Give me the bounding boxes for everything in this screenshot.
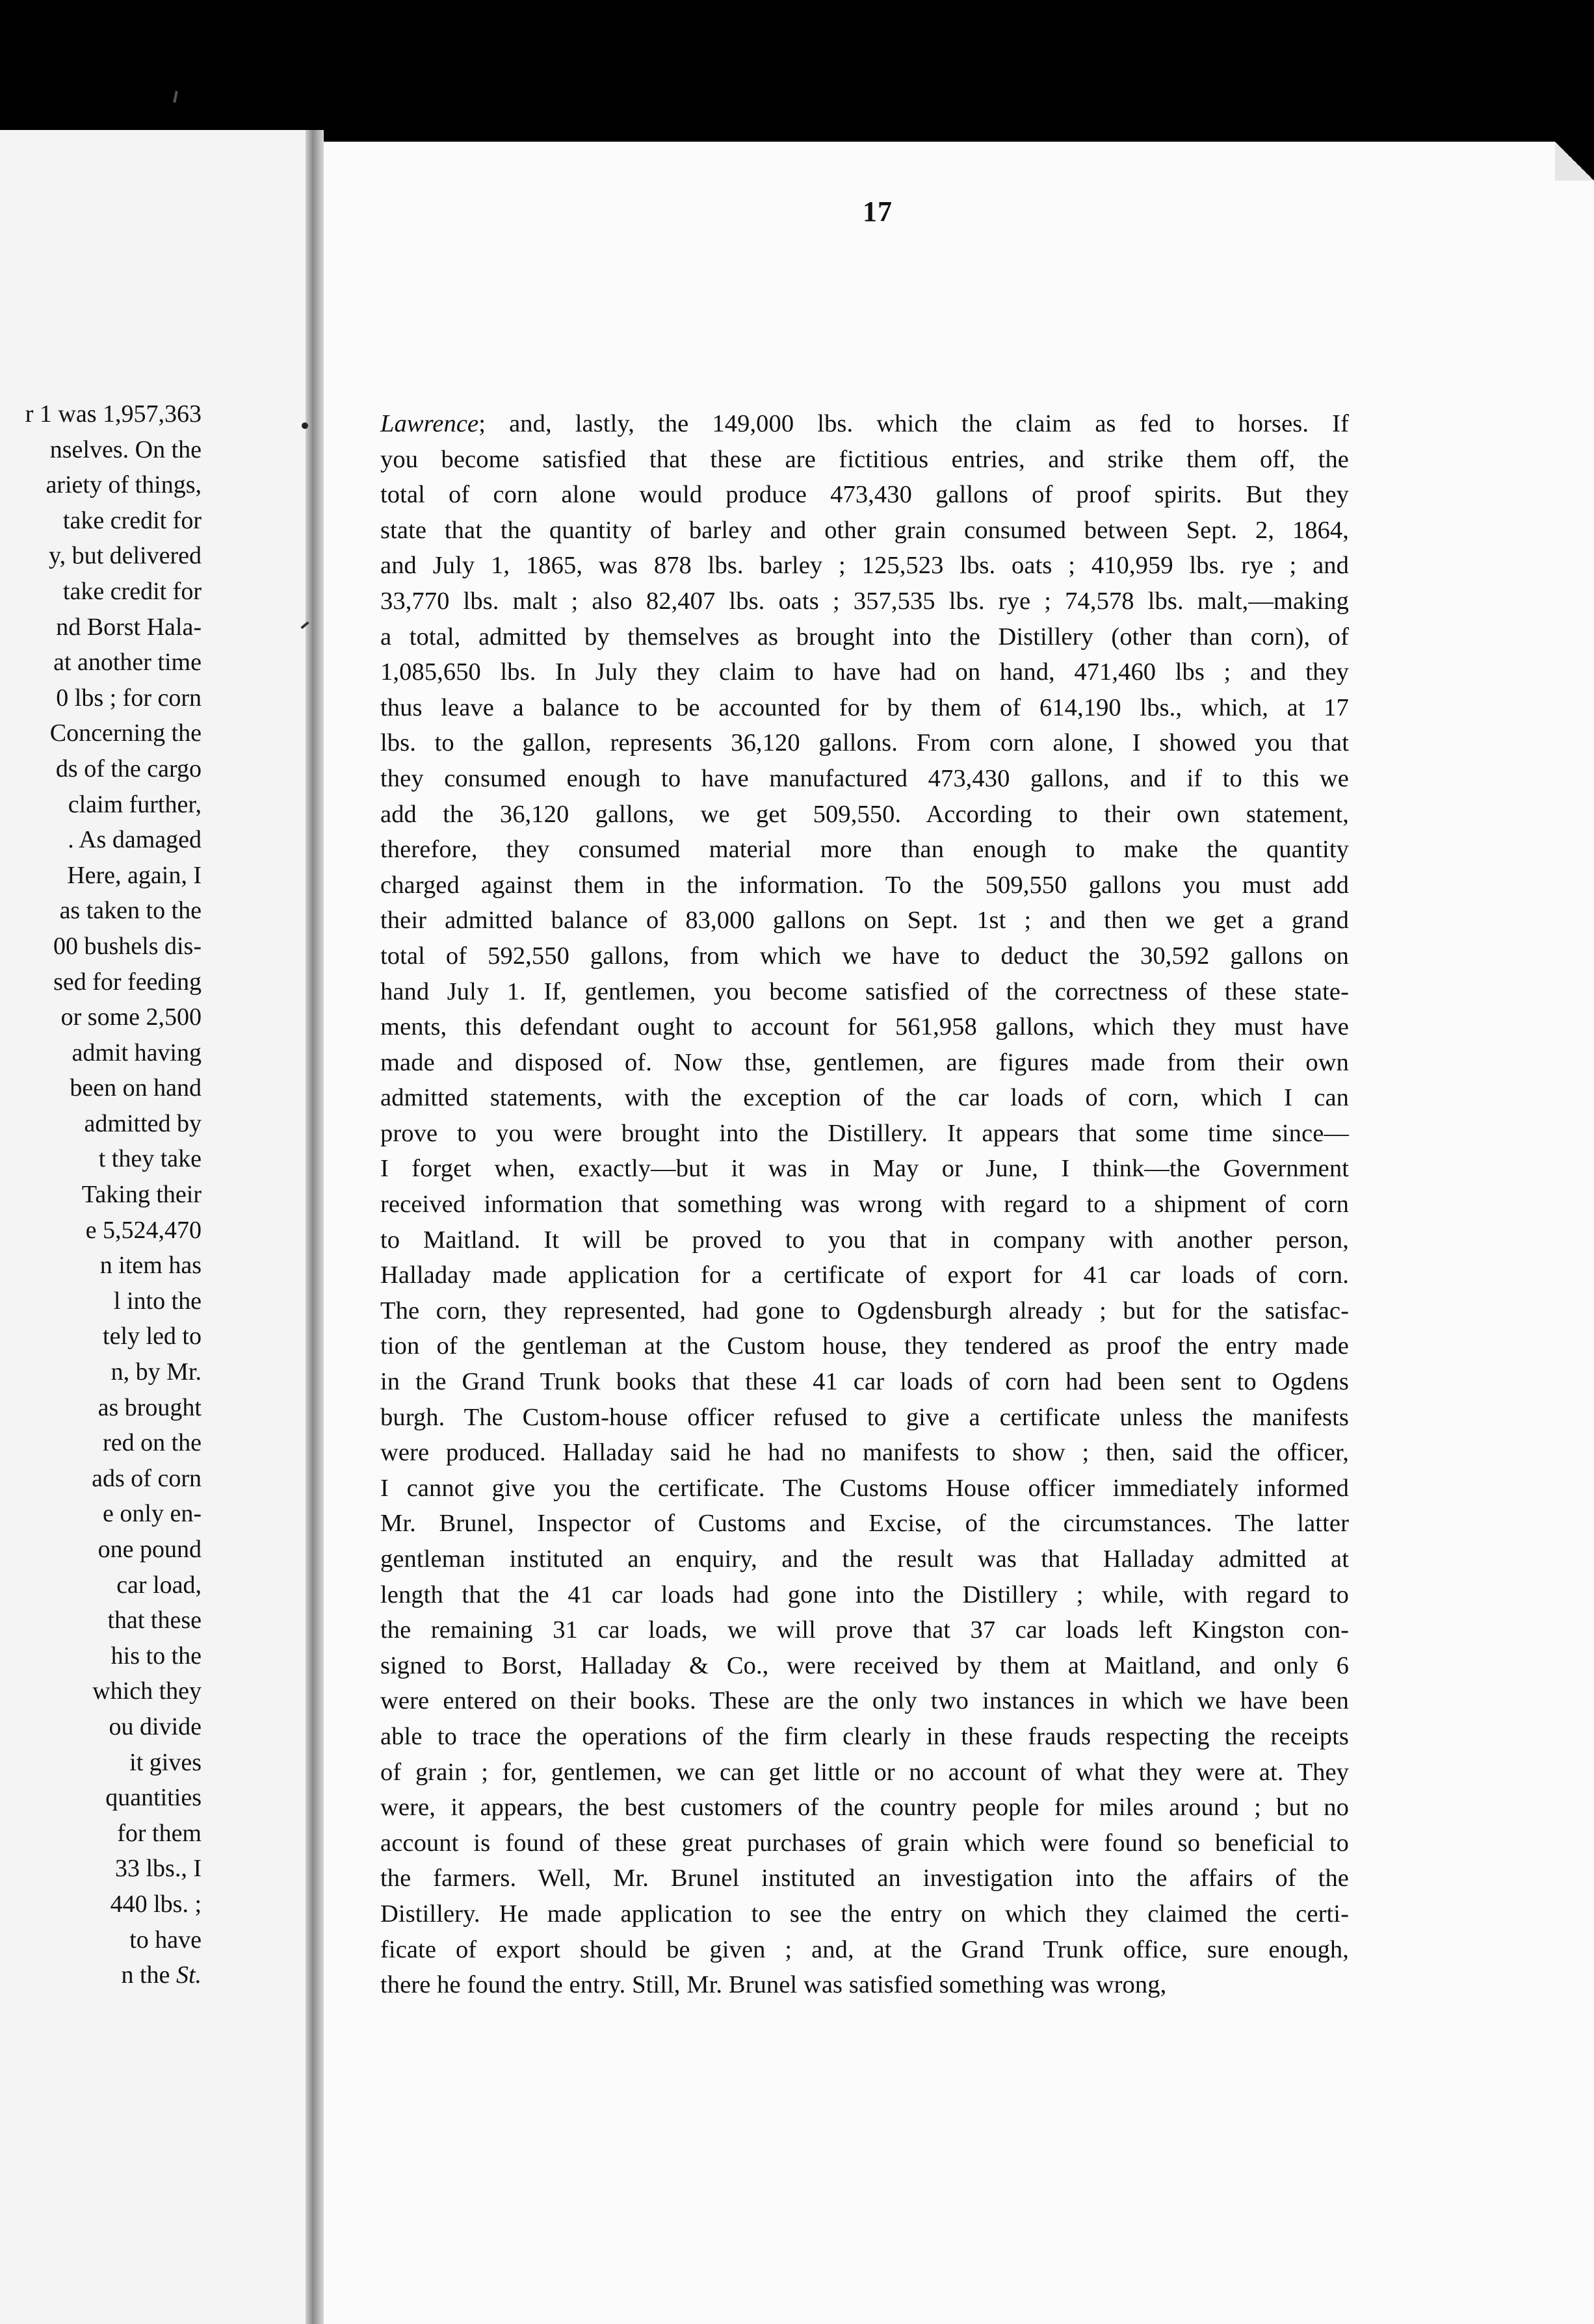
left-page-line: r 1 was 1,957,363: [25, 400, 202, 428]
body-line: prove to you were brought into the Distillery. It appears that some time since—: [380, 1119, 1349, 1147]
body-line: Halladay made application for a certificate of export for 41 car loads of corn.: [380, 1261, 1349, 1289]
left-page-line: tely led to: [103, 1323, 202, 1350]
body-line: made and disposed of. Now thse, gentlemen, are figures made from their own: [380, 1048, 1349, 1076]
left-page-line: been on hand: [70, 1074, 202, 1102]
body-line: I forget when, exactly—but it was in May or June, I think—the Government: [380, 1155, 1349, 1183]
left-page-line: nd Borst Hala-: [56, 613, 202, 641]
left-page-line: Here, again, I: [67, 861, 202, 889]
body-line: total of 592,550 gallons, from which we have to deduct the 30,592 gallons on: [380, 942, 1349, 970]
left-page-line: admit having: [72, 1039, 202, 1066]
body-line: burgh. The Custom-house officer refused to give a certificate unless the manifests: [380, 1403, 1349, 1431]
body-line: were produced. Halladay said he had no manifests to show ; then, said the officer,: [380, 1439, 1349, 1467]
margin-bullet-mark: [302, 422, 308, 429]
left-page-line: ou divide: [109, 1712, 202, 1740]
body-line: a total, admitted by themselves as brought into the Distillery (other than corn), of: [380, 623, 1349, 651]
body-line: [380, 406, 1349, 442]
body-line: 1,085,650 lbs. In July they claim to have had on hand, 471,460 lbs ; and they: [380, 658, 1349, 686]
left-page-line: y, but delivered: [49, 542, 202, 570]
body-line: I cannot give you the certificate. The Customs House officer immediately informed: [380, 1474, 1349, 1502]
italic-word: Lawrence: [380, 410, 479, 437]
page-corner: [1555, 142, 1594, 181]
left-page-fragment: [0, 130, 306, 2324]
left-page-line: t they take: [98, 1145, 202, 1173]
left-page-line: for them: [117, 1819, 202, 1847]
left-page-line: n the St.: [121, 1961, 202, 1989]
left-page-line: Concerning the: [49, 719, 202, 747]
left-page-line: l into the: [113, 1287, 202, 1315]
left-page-line: e only en-: [103, 1500, 202, 1528]
left-page-line: ariety of things,: [46, 471, 202, 499]
left-page-line: to have: [129, 1926, 202, 1954]
left-page-line: sed for feeding: [53, 968, 202, 996]
body-line: signed to Borst, Halladay & Co., were received by them at Maitland, and only 6: [380, 1651, 1349, 1679]
body-line: ments, this defendant ought to account for 561,958 gallons, which they must have: [380, 1013, 1349, 1041]
left-page-line: ads of corn: [92, 1464, 202, 1492]
left-page-line: 00 bushels dis-: [53, 932, 202, 960]
body-line: add the 36,120 gallons, we get 509,550. According to their own statement,: [380, 800, 1349, 828]
body-line: were, it appears, the best customers of the country people for miles around ; but no: [380, 1794, 1349, 1822]
left-page-line: nselves. On the: [49, 435, 202, 463]
page-number: 17: [863, 196, 893, 227]
left-page-line: 0 lbs ; for corn: [56, 684, 202, 712]
body-line: and July 1, 1865, was 878 lbs. barley ; 125,523 lbs. oats ; 410,959 lbs. rye ; and: [380, 552, 1349, 580]
body-line: you become satisfied that these are fictitious entries, and strike them off, the: [380, 445, 1349, 473]
left-page-line: red on the: [103, 1429, 202, 1457]
body-line: able to trace the operations of the firm clearly in these frauds respecting the receipts: [380, 1722, 1349, 1750]
body-line: to Maitland. It will be proved to you that in company with another person,: [380, 1226, 1349, 1254]
body-line: state that the quantity of barley and other grain consumed between Sept. 2, 1864,: [380, 516, 1349, 544]
left-page-line: take credit for: [62, 506, 202, 534]
left-page-line: as brought: [98, 1393, 202, 1421]
left-page-line: admitted by: [84, 1109, 202, 1137]
body-line: therefore, they consumed material more than enough to make the quantity: [380, 836, 1349, 864]
left-page-line: . As damaged: [68, 826, 202, 854]
left-page-line: n item has: [99, 1252, 202, 1280]
body-line: tion of the gentleman at the Custom house, they tendered as proof the entry made: [380, 1332, 1349, 1360]
left-page-line: 440 lbs. ;: [110, 1890, 202, 1918]
body-line: gentleman instituted an enquiry, and the result was that Halladay admitted at: [380, 1545, 1349, 1573]
body-line: length that the 41 car loads had gone into the Distillery ; while, with regard to: [380, 1581, 1349, 1608]
left-page-line: which they: [92, 1677, 202, 1705]
left-page-line: or some 2,500: [60, 1003, 202, 1031]
left-page-line: car load,: [116, 1571, 202, 1599]
body-line: Distillery. He made application to see the entry on which they claimed the certi-: [380, 1900, 1349, 1928]
left-page-line: at another time: [53, 649, 202, 677]
body-line: lbs. to the gallon, represents 36,120 gallons. From corn alone, I showed you that: [380, 729, 1349, 757]
body-text: [380, 406, 1349, 2003]
body-line: the farmers. Well, Mr. Brunel instituted an investigation into the affairs of the: [380, 1865, 1349, 1892]
body-line: ficate of export should be given ; and, at the Grand Trunk office, sure enough,: [380, 1935, 1349, 1963]
body-line: hand July 1. If, gentlemen, you become satisfied of the correctness of these state-: [380, 977, 1349, 1005]
body-line: thus leave a balance to be accounted for by them of 614,190 lbs., which, at 17: [380, 693, 1349, 721]
body-line: the remaining 31 car loads, we will prove that 37 car loads left Kingston con-: [380, 1616, 1349, 1644]
left-page-line: ds of the cargo: [55, 755, 202, 782]
body-line: there he found the entry. Still, Mr. Brunel was satisfied something was wrong,: [380, 1971, 1167, 1999]
left-page-line: Taking their: [81, 1181, 202, 1209]
left-page-line: 33 lbs., I: [115, 1855, 202, 1883]
body-line: they consumed enough to have manufactured 473,430 gallons, and if to this we: [380, 764, 1349, 792]
body-line: were entered on their books. These are the only two instances in which we have been: [380, 1687, 1349, 1715]
left-page-line: as taken to the: [59, 897, 202, 925]
left-page-line: it gives: [129, 1748, 202, 1776]
body-line: received information that something was wrong with regard to a shipment of corn: [380, 1191, 1349, 1219]
body-line: their admitted balance of 83,000 gallons on Sept. 1st ; and then we get a grand: [380, 907, 1349, 935]
left-page-line: take credit for: [62, 577, 202, 605]
left-page-text: [0, 396, 299, 1993]
book-gutter: [306, 130, 324, 2324]
left-page-line: that these: [107, 1607, 202, 1634]
left-page-line: claim further,: [68, 790, 202, 818]
left-page-line: one pound: [98, 1536, 202, 1563]
body-line: in the Grand Trunk books that these 41 car loads of corn had been sent to Ogdens: [380, 1368, 1349, 1396]
body-line: admitted statements, with the exception of the car loads of corn, which I can: [380, 1084, 1349, 1112]
left-page-line: his to the: [111, 1642, 202, 1670]
body-line: The corn, they represented, had gone to Ogdensburgh already ; but for the satisfac-: [380, 1297, 1349, 1324]
body-line-rest: ; and, lastly, the 149,000 lbs. which the claim as fed to horses. If: [478, 410, 1349, 437]
body-line: charged against them in the information. To the 509,550 gallons you must add: [380, 871, 1349, 899]
body-line: Mr. Brunel, Inspector of Customs and Excise, of the circumstances. The latter: [380, 1510, 1349, 1538]
body-line: total of corn alone would produce 473,430 gallons of proof spirits. But they: [380, 481, 1349, 509]
left-page-line: quantities: [105, 1784, 202, 1812]
body-line: account is found of these great purchases of grain which were found so beneficial to: [380, 1829, 1349, 1857]
left-page-line: e 5,524,470: [85, 1216, 202, 1244]
body-line: of grain ; for, gentlemen, we can get little or no account of what they were at. They: [380, 1758, 1349, 1786]
margin-mark: [173, 91, 178, 103]
body-line: 33,770 lbs. malt ; also 82,407 lbs. oats ; 357,535 lbs. rye ; 74,578 lbs. malt,—making: [380, 587, 1349, 615]
left-page-line: n, by Mr.: [111, 1358, 202, 1386]
